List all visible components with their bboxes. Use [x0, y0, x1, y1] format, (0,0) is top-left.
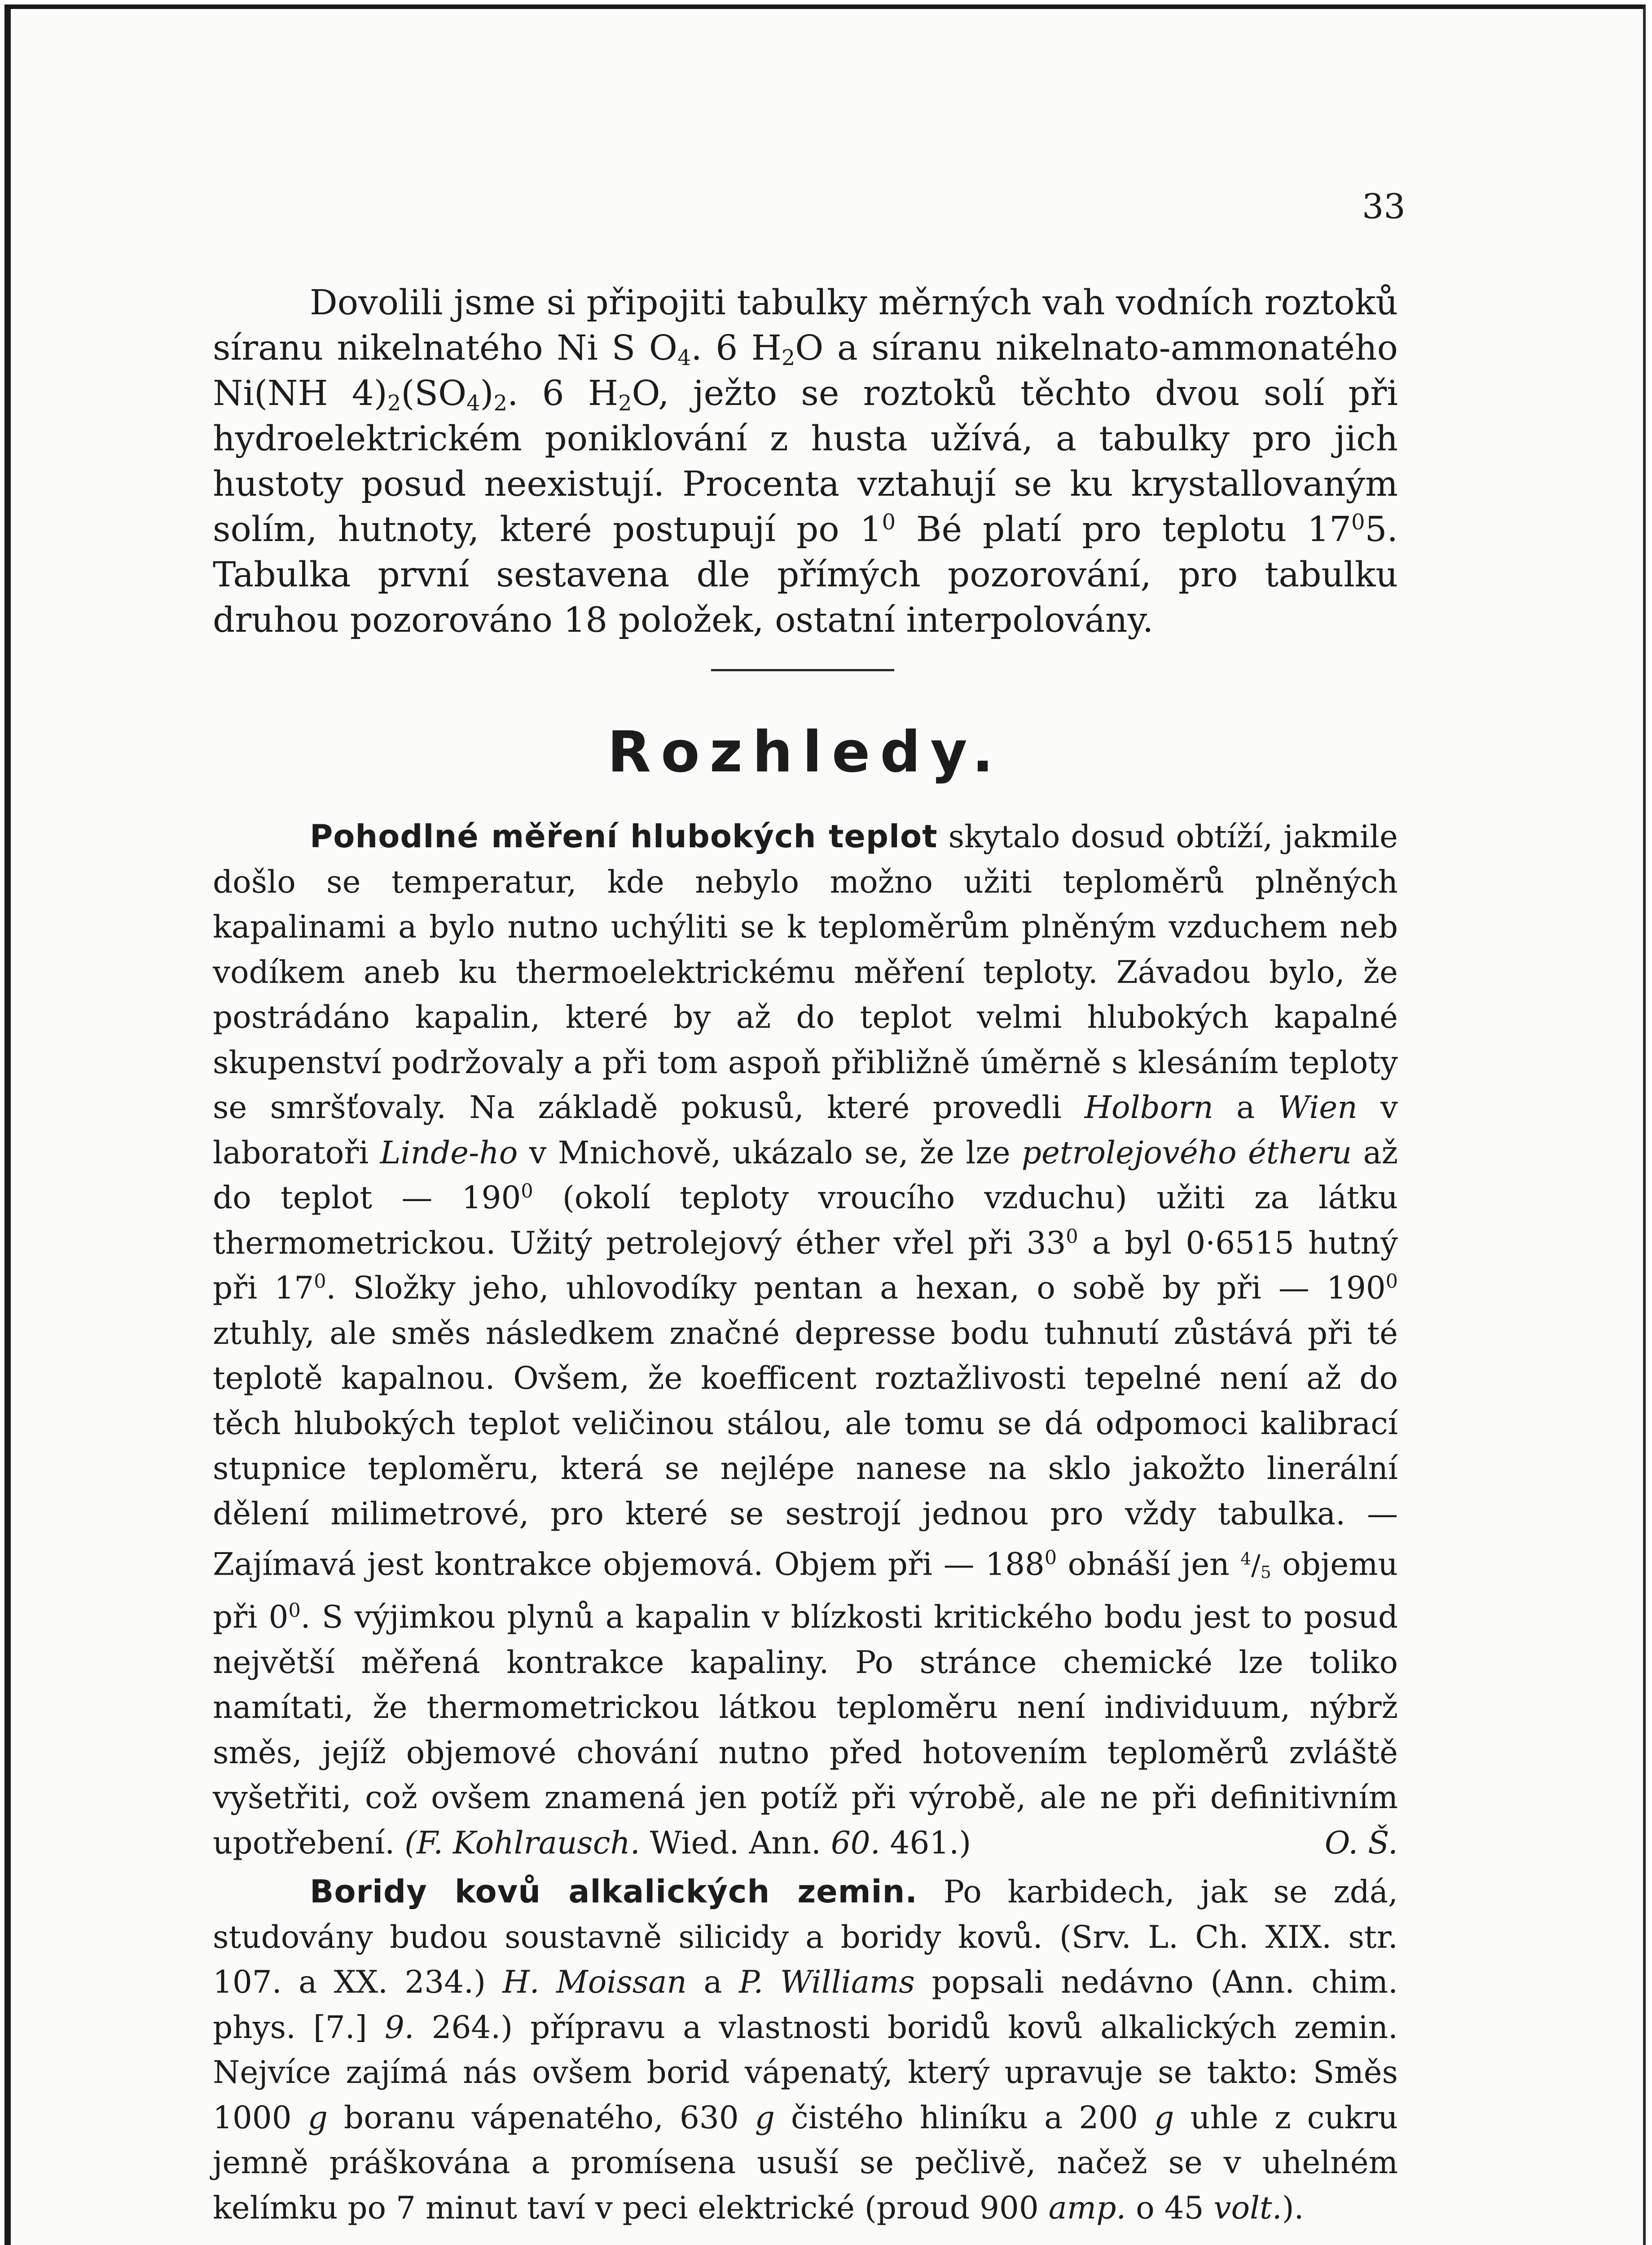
intro-paragraph-block	[213, 280, 1398, 643]
unit: g	[1154, 2100, 1174, 2136]
intro-paragraph: Dovolili jsme si připojiti tabulky měrných vah vodních roztoků síranu nikelnatého Ni S $O_4$. 6 $H_2O$ a síranu nikelnato-ammonatého Ni(NH $4)_2(SO_4)_2$. 6 $H_2O$, ježto se roztoků těchto dvou solí při hydroelektrickém poniklování z husta užívá, a tabulky pro jich hustoty posud neexistují. Procenta vztahují se ku krystallovaným solím, hutnoty, které postupují po $1^0$ Bé platí pro teplotu $17^05$. Tabulka první sestavena dle přímých pozorování, pro tabulku druhou pozorováno 18 položek, ostatní interpolovány.	[213, 283, 1398, 640]
author-name: H. Moissan	[502, 1964, 687, 2001]
scanned-page	[4, 4, 1646, 2245]
article-deep-temperature-measurement: Pohodlné měření hlubokých teplot skytalo dosud obtíží, jakmile došlo se temperatur, kde nebylo možno užiti teploměrů plněných kapalinami a bylo nutno uchýliti se k teploměrům plněným vzduchem neb vodíkem aneb ku thermoelektrickému měření teploty. Závadou bylo, že postrádáno kapalin, které by až do teplot velmi hlubokých kapalné skupenství podržovaly a při tom aspoň přibližně úměrně s klesáním teploty se smršťovaly. Na základě pokusů, které provedli Holborn a Wien v laboratoři Linde-ho v Mnichově, ukázalo se, že lze petrolejového étheru až do teplot — $190^0$ (okolí teploty vroucího vzduchu) užiti za látku thermometrickou. Užitý petrolejový éther vřel při $33^0$ a byl 0·6515 hutný při $17^0$. Složky jeho, uhlovodíky pentan a hexan, o sobě by při — $190^0$ ztuhly, ale směs následkem značné depresse bodu tuhnutí zůstává při té teplotě kapalnou. Ovšem, že koefficent roztažlivosti tepelné není až do těch hlubokých teplot veličinou stálou, ale tomu se dá odpomoci kalibrací stupnice teploměru, která se nejlépe nanese na sklo jakožto linerální dělení milimetrové, pro které se sestrojí jednou pro vždy tabulka. — Zajímavá jest kontrakce objemová. Objem při — $188^0$ obnáší jen $^4$/5 objemu při $0^0$. S výjimkou plynů a kapalin v blízkosti kritického bodu jest to posud největší měřená kontrakce kapaliny. Po stránce chemické lze toliko namítati, že thermometrickou látkou teploměru není individuum, nýbrž směs, jejíž objemové chování nutno před hotovením teploměrů zvláště vyšetřiti, což ovšem znamená jen potíž při výrobě, ale ne při definitivním upotřebení. (F. Kohlrausch. Wied. Ann. 60. 461.) O. Š.	[213, 814, 1398, 1866]
citation-author: (F. Kohlrausch.	[404, 1825, 640, 1861]
author-name: Wien	[1278, 1090, 1358, 1126]
section-divider	[711, 669, 894, 671]
article-signature: O. Š.	[1324, 1825, 1398, 1861]
substance-name: petrolejového étheru	[1021, 1135, 1352, 1171]
author-name: P. Williams	[738, 1964, 915, 2001]
page-number: 33	[1362, 186, 1406, 226]
fraction: $^4$/5	[1240, 1549, 1271, 1582]
citation-volume: 9.	[384, 2009, 414, 2046]
article-heading: Pohodlné měření hlubokých teplot	[310, 818, 938, 855]
unit: g	[308, 2100, 328, 2136]
citation-volume: 60.	[830, 1825, 880, 1861]
article-heading: Boridy kovů alkalických zemin.	[310, 1873, 918, 1910]
unit: amp.	[1048, 2190, 1126, 2226]
unit: g	[755, 2100, 775, 2136]
author-name: Holborn	[1084, 1090, 1213, 1126]
article-alkaline-earth-borides: Boridy kovů alkalických zemin. Po karbidech, jak se zdá, studovány budou soustavně silicidy a boridy kovů. (Srv. L. Ch. XIX. str. 107. a XX. 234.) H. Moissan a P. Williams popsali nedávno (Ann. chim. phys. [7.] 9. 264.) přípravu a vlastnosti boridů kovů alkalických zemin. Nejvíce zajímá nás ovšem borid vápenatý, který upravuje se takto: Směs 1000 g boranu vápenatého, 630 g čistého hliníku a 200 g uhle z cukru jemně práškována a promísena usuší se pečlivě, načež se v uhelném kelímku po 7 minut taví v peci elektrické (proud 900 amp. o 45 volt.).	[213, 1873, 1398, 2226]
unit: volt.	[1213, 2190, 1282, 2226]
lab-name: Linde-ho	[380, 1135, 518, 1171]
articles-block	[213, 814, 1398, 2231]
section-title: Rozhledy.	[607, 719, 1003, 785]
